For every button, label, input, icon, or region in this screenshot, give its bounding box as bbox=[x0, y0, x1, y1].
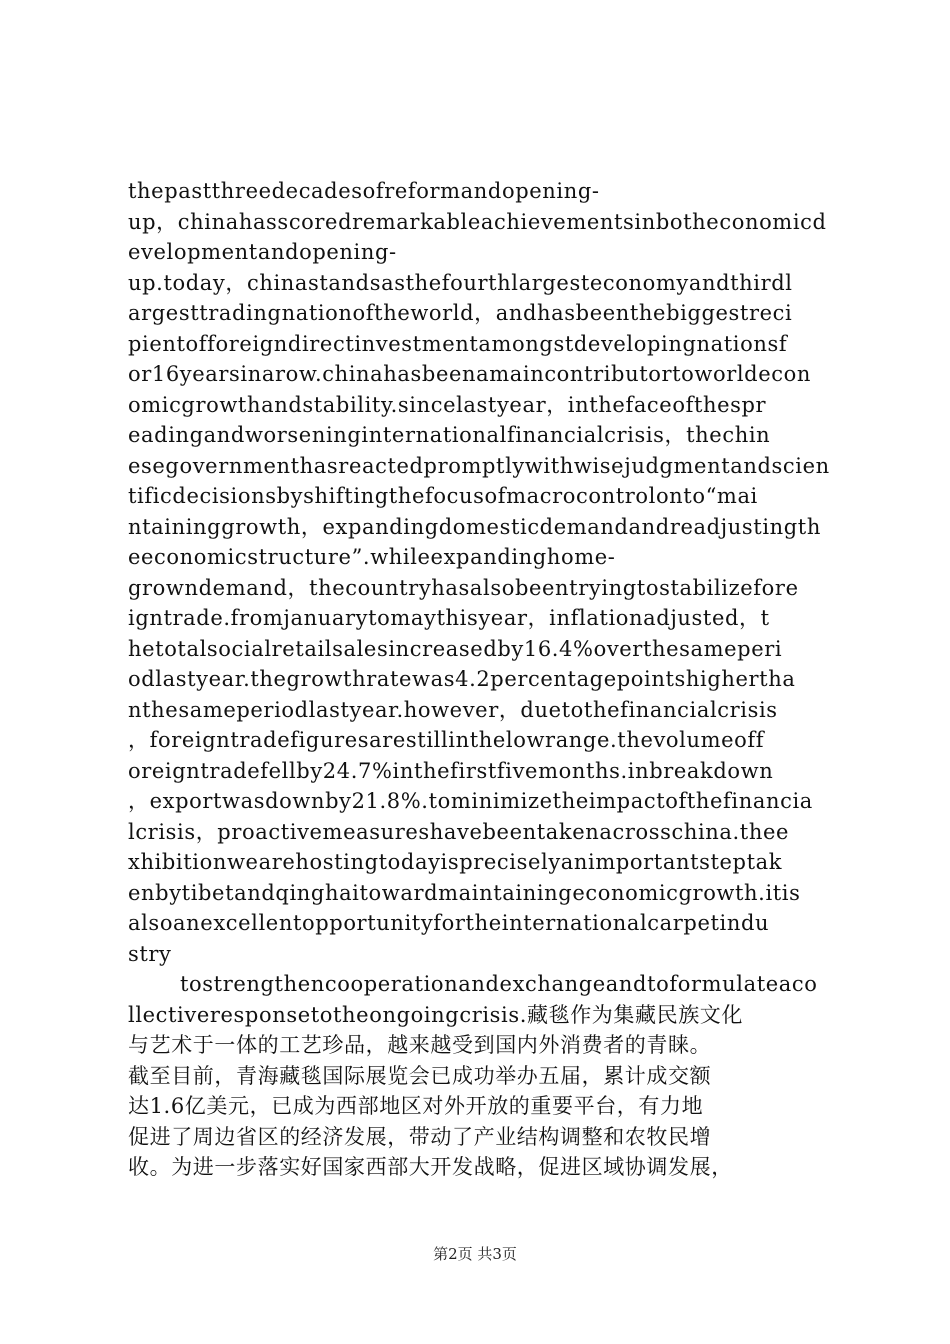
text-line: xhibitionwearehostingtodayispreciselyanimportantsteptak bbox=[128, 850, 783, 874]
text-line: up.today，chinastandsasthefourthlargesteconomyandthirdl bbox=[128, 270, 793, 295]
text-line: alsoanexcellentopportunityfortheinternationalcarpetindu bbox=[128, 911, 770, 935]
text-line: tificdecisionsbyshiftingthefocusofmacrocontrolonto“mai bbox=[128, 484, 758, 508]
text-line: thepastthreedecadesofreformandopening- bbox=[128, 179, 600, 203]
text-line: odlastyear.thegrowthratewas4.2percentagepointshigherthа bbox=[128, 667, 796, 691]
text-line: 截至目前，青海藏毯国际展览会已成功举办五届，累计成交额 bbox=[128, 1063, 712, 1088]
text-line: omicgrowthandstability.sincelastyear，inthefaceofthespr bbox=[128, 392, 767, 417]
text-line: ，exportwasdownby21.8%.tominimizetheimpactofthefinancia bbox=[128, 789, 813, 813]
text-line: evelopmentandopening- bbox=[128, 240, 397, 264]
text-line: lcrisis，proactivemeasureshavebeentakenacrosschina.thee bbox=[128, 819, 790, 844]
text-line: eadingandworseninginternationalfinancialcrisis，thechin bbox=[128, 423, 771, 447]
text-line: 达1.6亿美元，已成为西部地区对外开放的重要平台，有力地 bbox=[128, 1094, 704, 1118]
text-line: pientofforeigndirectinvestmentamongstdevelopingnationsf bbox=[128, 331, 788, 356]
text-line: 收。为进一步落实好国家西部大开发战略，促进区域协调发展， bbox=[128, 1155, 733, 1179]
text-line: nthesameperiodlastyear.however，duetothefinancialcrisis bbox=[128, 697, 778, 722]
text-line: hetotalsocialretailsalesincreasedby16.4%overthesameperi bbox=[128, 636, 783, 661]
text-line: tostrengthencooperationandexchangeandtoformulateaco bbox=[180, 972, 818, 996]
text-line: 促进了周边省区的经济发展，带动了产业结构调整和农牧民增 bbox=[128, 1124, 712, 1149]
text-line: growndemand，thecountryhasalsobeentryingtostabilizefore bbox=[128, 575, 799, 600]
text-line: ntaininggrowth，expandingdomesticdemandandreadjustingth bbox=[128, 514, 821, 539]
page-footer: 第2页 共3页 bbox=[433, 1245, 517, 1263]
text-line: ，foreigntradefiguresarestillinthelowrange.thevolumeoff bbox=[128, 728, 765, 752]
text-line: igntrade.fromjanuarytomaythisyear，inflationadjusted，t bbox=[128, 606, 770, 630]
text-line: enbytibetandqinghaitowardmaintainingeconomicgrowth.itis bbox=[128, 880, 801, 905]
text-line: 与艺术于一体的工艺珍品，越来越受到国内外消费者的青睐。 bbox=[128, 1033, 712, 1057]
text-line: oreigntradefellby24.7%inthefirstfivemonths.inbreakdown bbox=[128, 758, 774, 783]
text-line: esegovernmenthasreactedpromptlywithwisejudgmentandscien bbox=[128, 453, 830, 478]
text-line: argesttradingnationoftheworld，andhasbeenthebiggestreci bbox=[128, 301, 793, 325]
text-line: llectiveresponsetotheongoingcrisis.藏毯作为集藏民族文化 bbox=[128, 1002, 743, 1027]
body-text bbox=[128, 176, 840, 1183]
text-line: or16yearsinarow.chinahasbeenamaincontributortoworldecon bbox=[128, 362, 811, 386]
text-line: up，chinahasscoredremarkableachievementsinbotheconomicd bbox=[128, 209, 827, 234]
text-line: eeconomicstructure”.whileexpandinghome- bbox=[128, 545, 616, 569]
text-line: stry bbox=[128, 941, 172, 966]
